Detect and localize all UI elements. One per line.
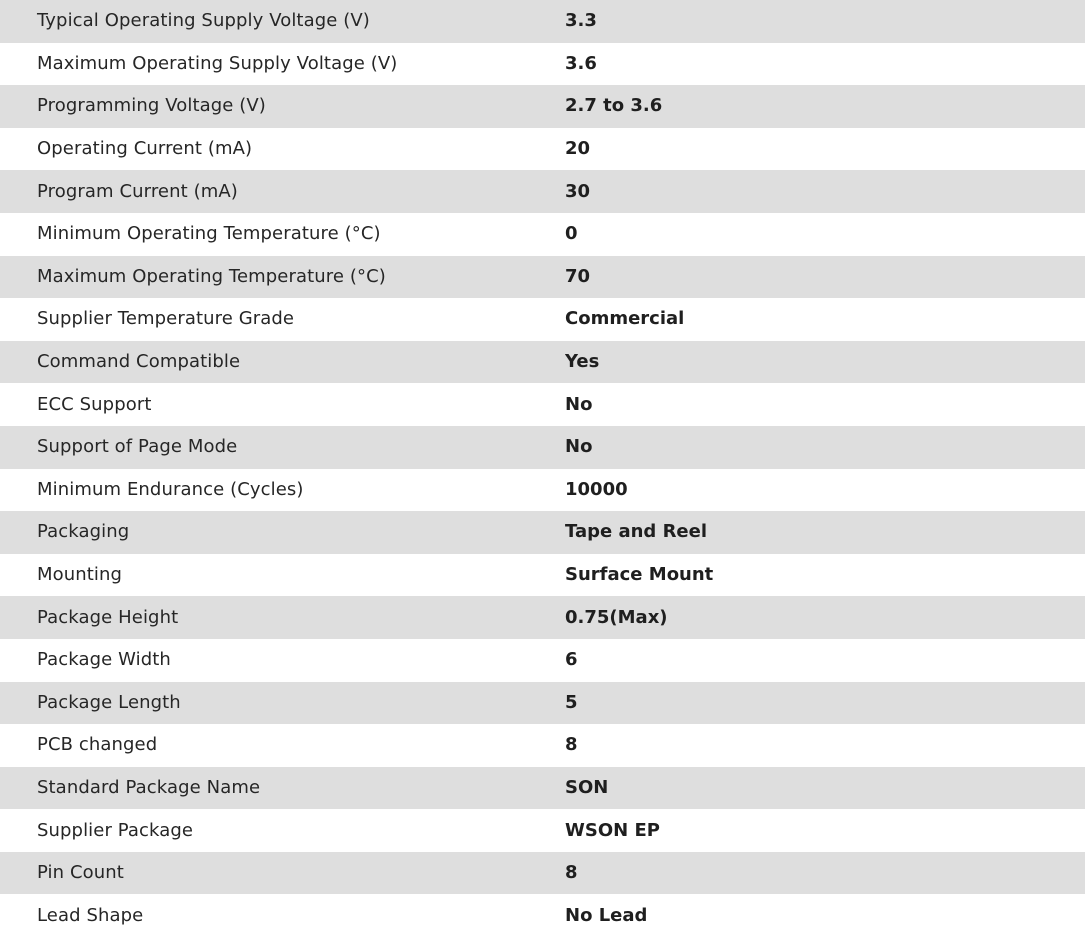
spec-value: No	[565, 436, 593, 458]
spec-label: Packaging	[37, 521, 130, 543]
spec-row-command-compatible	[0, 341, 1085, 384]
spec-value: SON	[565, 776, 609, 798]
spec-value: Surface Mount	[565, 564, 714, 586]
spec-row-operating-current	[0, 128, 1085, 171]
spec-row-ecc-support	[0, 383, 1085, 426]
spec-label: Maximum Operating Supply Voltage (V)	[37, 52, 398, 74]
spec-value: Tape and Reel	[565, 521, 708, 543]
spec-row-supplier-temperature-grade	[0, 298, 1085, 341]
spec-row-package-width	[0, 639, 1085, 682]
spec-row-package-length	[0, 682, 1085, 725]
spec-value: Commercial	[565, 308, 685, 330]
spec-row-programming-voltage	[0, 85, 1085, 128]
spec-value: 2.7 to 3.6	[565, 95, 663, 117]
spec-row-max-operating-temperature	[0, 256, 1085, 299]
spec-label: Programming Voltage (V)	[37, 95, 266, 117]
spec-row-min-operating-temperature	[0, 213, 1085, 256]
spec-label: Pin Count	[37, 862, 124, 884]
spec-label: Standard Package Name	[37, 776, 261, 798]
spec-label: Operating Current (mA)	[37, 138, 253, 160]
spec-row-pcb-changed	[0, 724, 1085, 767]
spec-label: Lead Shape	[37, 904, 144, 926]
spec-value: 70	[565, 265, 591, 287]
spec-label: Minimum Endurance (Cycles)	[37, 478, 304, 500]
spec-value: WSON EP	[565, 819, 660, 841]
spec-label: Supplier Package	[37, 819, 194, 841]
spec-value: 20	[565, 138, 591, 160]
spec-value: 10000	[565, 478, 628, 500]
spec-row-pin-count	[0, 852, 1085, 895]
spec-value: 3.3	[565, 10, 597, 32]
spec-value: 5	[565, 691, 578, 713]
spec-label: Program Current (mA)	[37, 180, 238, 202]
spec-row-minimum-endurance	[0, 469, 1085, 512]
spec-value: No	[565, 393, 593, 415]
spec-label: Package Width	[37, 649, 171, 671]
spec-value: 0	[565, 223, 578, 245]
spec-row-supplier-package	[0, 809, 1085, 852]
spec-value: 6	[565, 649, 578, 671]
spec-row-page-mode-support	[0, 426, 1085, 469]
spec-row-program-current	[0, 170, 1085, 213]
spec-value: Yes	[565, 351, 600, 373]
spec-value: 8	[565, 734, 578, 756]
spec-value: 8	[565, 862, 578, 884]
spec-row-packaging	[0, 511, 1085, 554]
spec-label: Mounting	[37, 564, 123, 586]
spec-value: 0.75(Max)	[565, 606, 668, 628]
spec-label: Support of Page Mode	[37, 436, 238, 458]
spec-label: Supplier Temperature Grade	[37, 308, 295, 330]
spec-label: ECC Support	[37, 393, 152, 415]
spec-label: Package Length	[37, 691, 181, 713]
spec-label: Package Height	[37, 606, 179, 628]
spec-value: 30	[565, 180, 591, 202]
spec-label: PCB changed	[37, 734, 158, 756]
spec-value: 3.6	[565, 52, 597, 74]
spec-label: Command Compatible	[37, 351, 241, 373]
spec-label: Maximum Operating Temperature (°C)	[37, 265, 386, 287]
spec-row-package-height	[0, 596, 1085, 639]
spec-row-typical-supply-voltage	[0, 0, 1085, 43]
spec-label: Typical Operating Supply Voltage (V)	[37, 10, 370, 32]
spec-row-maximum-supply-voltage	[0, 43, 1085, 86]
spec-label: Minimum Operating Temperature (°C)	[37, 223, 381, 245]
spec-row-lead-shape	[0, 894, 1085, 937]
spec-row-standard-package-name	[0, 767, 1085, 810]
spec-row-mounting	[0, 554, 1085, 597]
spec-value: No Lead	[565, 904, 648, 926]
